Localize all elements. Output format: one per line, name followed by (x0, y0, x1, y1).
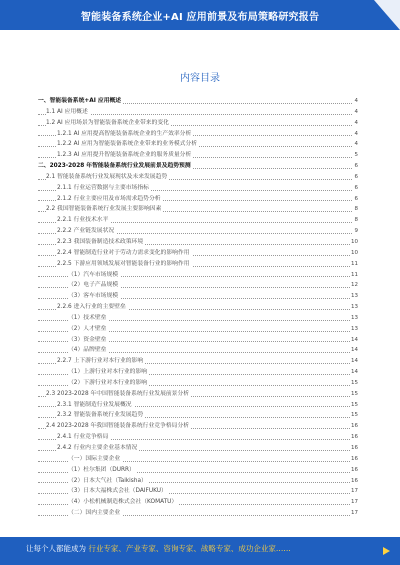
toc-entry[interactable] (38, 497, 358, 508)
toc-entry[interactable] (38, 215, 358, 226)
toc-entry[interactable] (38, 508, 358, 519)
toc-entry-label: 一、智能装备系统+AI 应用概述 (38, 96, 123, 107)
toc-entry-page: 5 (354, 150, 359, 161)
toc-entry-page: 17 (350, 486, 358, 497)
toc-entry-page: 14 (350, 335, 358, 346)
toc-entry-page: 15 (350, 378, 358, 389)
toc-entry[interactable] (38, 465, 358, 476)
report-title: 智能装备系统企业+AI 应用前景及布局策略研究报告 (80, 12, 320, 23)
toc-entry-label: （3）客车市场规模 (68, 291, 120, 302)
toc-entry-page: 16 (350, 421, 358, 432)
toc-entry[interactable] (38, 118, 358, 129)
toc-entry[interactable] (38, 356, 358, 367)
toc-entry-label: （2）人才壁垒 (68, 324, 108, 335)
toc-entry-page: 17 (350, 508, 358, 519)
toc-entry-label: 2.4.1 行业竞争格局 (57, 432, 110, 443)
toc-entry-page: 16 (350, 476, 358, 487)
toc-entry[interactable] (38, 302, 358, 313)
toc-entry[interactable] (38, 172, 358, 183)
toc-entry-label: 2.2.1 行业技术水平 (57, 215, 110, 226)
toc-entry-label: 2.2 我国智能装备系统行业发展主要影响因素 (46, 204, 163, 215)
toc-entry-label: 2.1.1 行业运营数据与主要市场指标 (57, 183, 151, 194)
toc-entry-label: 2.2.6 进入行业的主要壁垒 (57, 302, 128, 313)
toc-entry-page: 17 (350, 497, 358, 508)
toc-entry-label: （1）技术壁垒 (68, 313, 108, 324)
toc-entry-page: 9 (354, 226, 359, 237)
toc-entry-label: 2.2.7 上下游行业对本行业的影响 (57, 356, 145, 367)
toc-entry-label: （2）日本大气社（Taikisha） (68, 476, 149, 487)
table-of-contents (38, 96, 358, 519)
toc-entry-page: 12 (350, 280, 358, 291)
toc-entry-label: 2.4 2023-2028 年我国智能装备系统行业竞争格局分析 (46, 421, 191, 432)
toc-entry-page: 13 (350, 291, 358, 302)
toc-entry[interactable] (38, 183, 358, 194)
toc-entry-label: （1）杜尔集团（DURR） (68, 465, 137, 476)
toc-entry[interactable] (38, 129, 358, 140)
toc-entry[interactable] (38, 400, 358, 411)
toc-entry-label: （3）日本大福株式会社（DAIFUKU） (68, 486, 169, 497)
footer-bar (0, 537, 400, 565)
toc-entry-label: 1.2.2 AI 应用为智能装备系统企业带来的业务模式分析 (57, 139, 199, 150)
toc-entry-label: 1.2.3 AI 应用提升智能装备系统企业的服务质量分析 (57, 150, 193, 161)
toc-entry-page: 10 (350, 237, 358, 248)
toc-entry[interactable] (38, 226, 358, 237)
toc-entry[interactable] (38, 248, 358, 259)
toc-entry[interactable] (38, 150, 358, 161)
toc-entry-label: （3）资金壁垒 (68, 335, 108, 346)
toc-entry-label: （1）上游行业对本行业的影响 (68, 367, 149, 378)
toc-entry-label: 2.3 2023-2028 年中国智能装备系统行业发展前景分析 (46, 389, 191, 400)
toc-entry[interactable] (38, 291, 358, 302)
toc-entry-label: （4）小松机械制造株式会社（KOMATU） (68, 497, 179, 508)
toc-entry-page: 11 (350, 270, 358, 281)
toc-entry[interactable] (38, 454, 358, 465)
toc-entry-page: 13 (350, 302, 358, 313)
toc-entry[interactable] (38, 107, 358, 118)
toc-entry-label: 2.2.4 智能制造行业对于劳动力需求变化的影响作用 (57, 248, 192, 259)
toc-entry-label: 2.1.2 行业主要应用及市场需求趋势分析 (57, 194, 163, 205)
toc-entry-page: 4 (354, 139, 359, 150)
toc-entry[interactable] (38, 389, 358, 400)
toc-entry[interactable] (38, 139, 358, 150)
toc-entry-page: 13 (350, 313, 358, 324)
toc-entry-page: 4 (354, 107, 359, 118)
toc-entry[interactable] (38, 410, 358, 421)
footer-slogan (26, 543, 291, 554)
toc-entry-label: （二）国内主要企业 (68, 508, 122, 519)
toc-entry[interactable] (38, 96, 358, 107)
toc-entry-page: 11 (350, 259, 358, 270)
toc-entry[interactable] (38, 204, 358, 215)
toc-entry[interactable] (38, 161, 358, 172)
toc-entry-page: 15 (350, 410, 358, 421)
toc-entry-label: 二、2023-2028 年智能装备系统行业发展前景及趋势预测 (38, 161, 193, 172)
toc-entry-label: （一）国际主要企业 (68, 454, 122, 465)
toc-entry[interactable] (38, 259, 358, 270)
toc-entry[interactable] (38, 476, 358, 487)
toc-entry-page: 4 (354, 96, 359, 107)
header-corner-decoration (374, 0, 400, 30)
toc-entry-page: 4 (354, 118, 359, 129)
toc-entry-page: 8 (354, 215, 359, 226)
toc-entry[interactable] (38, 486, 358, 497)
toc-entry-page: 6 (354, 194, 359, 205)
toc-entry[interactable] (38, 313, 358, 324)
toc-entry-page: 6 (354, 172, 359, 183)
footer-arrow-icon (383, 547, 390, 555)
toc-entry[interactable] (38, 432, 358, 443)
toc-entry-page: 4 (354, 129, 359, 140)
toc-entry-page: 13 (350, 324, 358, 335)
toc-entry-label: 1.2.1 AI 应用提高智能装备系统企业的生产效率分析 (57, 129, 193, 140)
footer-slogan-prefix: 让每个人都能成为 (26, 544, 86, 553)
toc-entry-page: 16 (350, 432, 358, 443)
toc-entry[interactable] (38, 194, 358, 205)
toc-entry[interactable] (38, 335, 358, 346)
toc-entry[interactable] (38, 237, 358, 248)
toc-entry-label: 2.3.2 智能装备系统行业发展趋势 (57, 410, 145, 421)
toc-entry-label: 2.2.3 我国装备制造技术政策环境 (57, 237, 145, 248)
toc-entry-page: 16 (350, 454, 358, 465)
toc-entry-label: 2.2.2 产业链发展状况 (57, 226, 116, 237)
toc-entry-page: 14 (350, 356, 358, 367)
toc-entry[interactable] (38, 280, 358, 291)
toc-entry[interactable] (38, 378, 358, 389)
toc-entry-page: 14 (350, 345, 358, 356)
toc-entry[interactable] (38, 345, 358, 356)
toc-entry-label: 2.4.2 行业内主要企业基本情况 (57, 443, 139, 454)
toc-entry[interactable] (38, 367, 358, 378)
toc-entry-page: 8 (354, 204, 359, 215)
footer-slogan-highlight: 行业专家、产业专家、咨询专家、战略专家、成功企业家…… (88, 544, 291, 553)
toc-entry-page: 15 (350, 400, 358, 411)
toc-entry-label: 2.1 智能装备系统行业发展现状及未来发展趋势 (46, 172, 169, 183)
toc-entry-page: 6 (354, 161, 359, 172)
toc-entry[interactable] (38, 324, 358, 335)
toc-entry-label: （4）品牌壁垒 (68, 345, 108, 356)
toc-entry-page: 16 (350, 465, 358, 476)
toc-entry-label: 1.2 AI 应用场景为智能装备系统企业带来的变化 (46, 118, 171, 129)
toc-entry-page: 6 (354, 183, 359, 194)
toc-entry-page: 10 (350, 248, 358, 259)
toc-entry-page: 15 (350, 389, 358, 400)
toc-entry-label: 2.3.1 智能制造行业发展概况 (57, 400, 134, 411)
toc-heading: 内容目录 (180, 73, 220, 84)
toc-entry-label: （2）电子产品规模 (68, 280, 120, 291)
toc-entry[interactable] (38, 443, 358, 454)
toc-entry-label: （2）下游行业对本行业的影响 (68, 378, 149, 389)
toc-entry-label: 2.2.5 下游应用领域发展对智能装备行业的影响作用 (57, 259, 192, 270)
toc-entry-page: 14 (350, 367, 358, 378)
toc-entry-page: 16 (350, 443, 358, 454)
toc-entry[interactable] (38, 421, 358, 432)
toc-entry[interactable] (38, 270, 358, 281)
toc-entry-label: （1）汽车市场规模 (68, 270, 120, 281)
report-header-bar (0, 0, 400, 30)
toc-entry-label: 1.1 AI 应用概述 (46, 107, 90, 118)
